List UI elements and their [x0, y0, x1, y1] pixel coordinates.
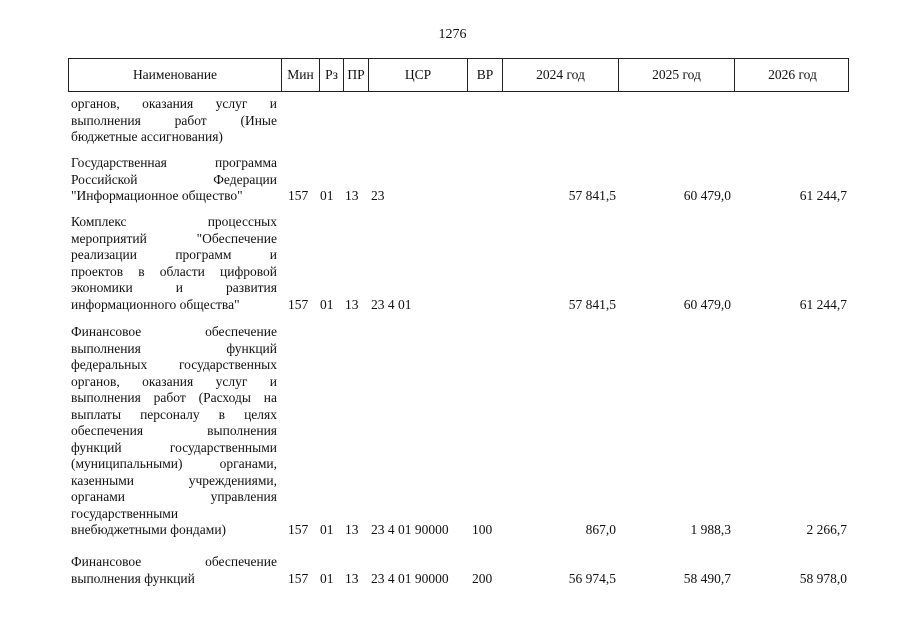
cell-min: 157	[288, 522, 309, 537]
row-name-line: реализации программ и	[71, 247, 277, 262]
cell-csr: 23	[371, 188, 385, 203]
cell-csr: 23 4 01	[371, 296, 412, 312]
row-name-line: проектов в области цифровой	[71, 263, 277, 279]
row-name	[71, 214, 277, 313]
row-name-line: органов, оказания услуг и	[71, 96, 277, 111]
row-name-line: выполнения функций	[71, 570, 195, 586]
cell-y2026: 2 266,7	[806, 522, 847, 537]
header-name: Наименование	[69, 59, 282, 91]
header-2024: 2024 год	[503, 59, 619, 91]
page-number: 1276	[438, 27, 467, 42]
row-name-line: федеральных государственных	[71, 357, 277, 372]
header-min: Мин	[282, 59, 320, 91]
header-csr: ЦСР	[369, 59, 468, 91]
cell-y2026: 58 978,0	[799, 570, 847, 586]
cell-y2025: 1 988,3	[690, 522, 731, 537]
cell-min: 157	[288, 570, 309, 586]
row-name-line: функций государственными	[71, 439, 277, 455]
cell-rz: 01	[320, 296, 334, 312]
row-name-line: информационного общества"	[71, 296, 240, 312]
header-pr: ПР	[344, 59, 369, 91]
row-name-line: органов, оказания услуг и	[71, 373, 277, 389]
cell-vr: 200	[472, 570, 493, 586]
header-vr: ВР	[468, 59, 503, 91]
cell-y2025: 60 479,0	[683, 296, 731, 312]
cell-y2024: 56 974,5	[568, 570, 616, 586]
cell-pr: 13	[345, 570, 359, 586]
row-name-line: выполнения работ (Иные	[71, 112, 277, 128]
cell-vr: 100	[472, 522, 493, 537]
row-name	[71, 324, 277, 539]
table-header	[68, 58, 849, 92]
row-name	[71, 96, 277, 146]
cell-min: 157	[288, 188, 309, 203]
row-name-line: Российской Федерации	[71, 171, 277, 187]
cell-csr: 23 4 01 90000	[371, 522, 449, 537]
row-name-line: выполнения работ (Расходы на	[71, 390, 277, 405]
cell-y2024: 57 841,5	[568, 296, 616, 312]
cell-rz: 01	[320, 570, 334, 586]
row-name-line: мероприятий "Обеспечение	[71, 230, 277, 246]
row-name-line: "Информационное общество"	[71, 188, 243, 203]
row-name-line: (муниципальными) органами,	[71, 456, 277, 471]
row-name-line: внебюджетными фондами)	[71, 522, 227, 537]
cell-y2026: 61 244,7	[799, 296, 847, 312]
row-name	[71, 554, 277, 587]
row-name-line: выполнения функций	[71, 340, 277, 356]
row-name-line: казенными учреждениями,	[71, 472, 277, 488]
row-name-line: Финансовое обеспечение	[71, 324, 277, 339]
row-name	[71, 155, 277, 205]
cell-y2025: 60 479,0	[683, 188, 731, 203]
header-2026: 2026 год	[768, 67, 817, 82]
header-2025: 2025 год	[619, 59, 735, 91]
cell-pr: 13	[345, 522, 359, 537]
cell-y2026: 61 244,7	[799, 188, 847, 203]
row-name-line: обеспечения выполнения	[71, 423, 277, 438]
row-name-line: бюджетные ассигнования)	[71, 129, 223, 144]
cell-y2024: 867,0	[585, 522, 616, 537]
cell-csr: 23 4 01 90000	[371, 570, 449, 586]
cell-rz: 01	[320, 188, 334, 203]
cell-y2024: 57 841,5	[568, 188, 616, 203]
row-name-line: экономики и развития	[71, 280, 277, 295]
cell-min: 157	[288, 296, 309, 312]
row-name-line: Государственная программа	[71, 155, 277, 170]
cell-y2025: 58 490,7	[683, 570, 731, 586]
cell-pr: 13	[345, 188, 359, 203]
cell-rz: 01	[320, 522, 334, 537]
header-rz: Рз	[320, 59, 344, 91]
row-name-line: органами управления	[71, 489, 277, 504]
cell-pr: 13	[345, 296, 359, 312]
row-name-line: Комплекс процессных	[71, 214, 277, 229]
row-name-line: государственными	[71, 505, 179, 521]
row-name-line: Финансовое обеспечение	[71, 554, 277, 569]
row-name-line: выплаты персоналу в целях	[71, 406, 277, 422]
